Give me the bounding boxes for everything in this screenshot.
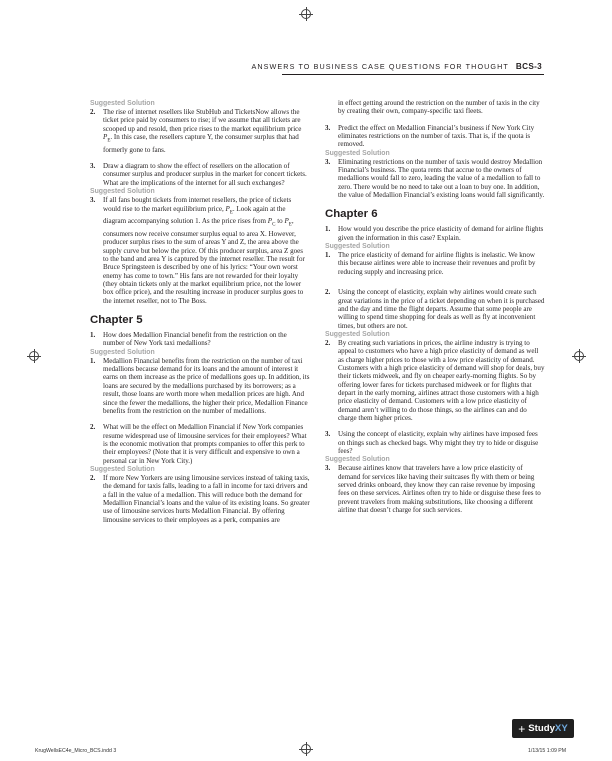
numbered-item xyxy=(90,162,310,187)
suggested-solution-label: Suggested Solution xyxy=(325,330,390,338)
numbered-item xyxy=(325,158,545,200)
suggested-solution-label: Suggested Solution xyxy=(90,348,155,356)
item-number: 3. xyxy=(325,430,331,439)
item-text: If all fans bought tickets from internet resellers, the price of tickets would rise to the market equilibrium price, $P_E$. Look again at the diagram accompanying solution 1. As the price rises from $P_C$ to $P_E$, consumers now receive consumer surplus equal to area X. However, producer surplus rises to the sum of areas Y and Z, the area above the supply curve but below the price. Of this producer surplus, area Z goes to the band and area Y is captured by the internet reseller. The result for Bruce Springsteen is described by one of his lyrics: “Your own worst enemy has come to town.” His fans are not rewarded for their loyalty (they obtain tickets only at the market equilibrium price, not the lower box office price), and the resulting increase in producer surplus goes to the internet reseller, not to The Boss. xyxy=(103,196,305,305)
item-number: 3. xyxy=(90,162,96,171)
footer-file: KrugWellsEC4e_Micro_BCS.indd 3 xyxy=(35,748,117,754)
item-number: 3. xyxy=(90,196,96,205)
item-number: 1. xyxy=(325,225,331,234)
continued-paragraph: in effect getting around the restriction on the number of taxis in the city by creating their own, company-specific taxi fleets. xyxy=(338,99,540,116)
suggested-solution-label: Suggested Solution xyxy=(325,149,390,157)
registration-mark-bottom xyxy=(301,744,311,754)
numbered-item xyxy=(325,124,545,149)
spacer xyxy=(90,154,310,162)
numbered-item xyxy=(325,430,545,455)
chapter-heading: Chapter 5 xyxy=(90,314,143,327)
suggested-solution-label: Suggested Solution xyxy=(90,100,155,107)
item-number: 3. xyxy=(325,464,331,473)
suggested-solution-label: Suggested Solution xyxy=(90,465,155,473)
studyxy-logo xyxy=(512,719,574,738)
item-text: Using the concept of elasticity, explain why airlines have imposed fees on things such as checked bags. Why might they try to hide or disguise fees? xyxy=(338,430,539,455)
numbered-item xyxy=(90,474,310,524)
item-text: Because airlines know that travelers have a low price elasticity of demand for services like having their suitcases fly with them or being served drinks onboard, they know they can raise revenue by imposing fees on these services. Airlines often try to hide or disguise these fees to prevent travelers from making substitutions, like choosing a different airline that doesn’t charge for such services. xyxy=(338,464,541,515)
item-number: 1. xyxy=(90,331,96,340)
numbered-item xyxy=(325,339,545,422)
item-text: The price elasticity of demand for airline flights is inelastic. We know this because airlines were able to increase their revenues and profit by reducing supply and increasing price. xyxy=(338,251,536,276)
numbered-item xyxy=(325,251,545,276)
chapter-heading: Chapter 6 xyxy=(325,208,378,221)
numbered-item xyxy=(90,423,310,465)
item-number: 1. xyxy=(325,251,331,260)
item-text: By creating such variations in prices, the airline industry is trying to appeal to customers who have a high price elasticity of demand as well as charge higher prices to those with a low price elasticity of demand. Customers with a high price elasticity of demand will shop for deals, buy their tickets midweek, and fly on cheaper early-morning flights. So by offering lower fares for tickets purchased midweek or for flights that depart in the early morning, airlines attract those customers with a high price elasticity of demand. Customers with a low price elasticity of demand aren’t willing to do those things, so the airlines can and do charge them higher prices. xyxy=(338,338,545,422)
page-number: BCS-3 xyxy=(515,62,542,71)
spacer xyxy=(325,116,545,124)
item-text: What will be the effect on Medallion Financial if New York companies resume widespread use of limousine services for their employees? What is the economic motivation that prompts companies to offer this perk to their employees? (Note that it is very difficult and expensive to own a personal car in New York City.) xyxy=(103,423,307,465)
item-text: How would you describe the price elasticity of demand for airline flights given the information in this case? Explain. xyxy=(338,225,544,242)
spacer xyxy=(325,422,545,430)
logo-name: Study xyxy=(528,723,555,734)
numbered-item xyxy=(90,108,310,154)
right-column xyxy=(325,99,545,514)
numbered-item xyxy=(325,225,545,242)
numbered-item xyxy=(325,288,545,330)
item-number: 1. xyxy=(90,356,96,365)
item-number: 3. xyxy=(325,157,331,166)
suggested-solution-label: Suggested Solution xyxy=(325,456,390,464)
item-number: 2. xyxy=(90,423,96,432)
header-rule xyxy=(282,74,544,75)
registration-mark-top xyxy=(301,9,311,19)
item-text: If more New Yorkers are using limousine services instead of taking taxis, the demand for taxis falls, leading to a fall in income for taxi drivers and a fall in the value of a medallion. This will reduce both the demand for Medallion Financial’s loans and the value of its existing loans. So greater use of limousine services hurts Medallion Financial. By offering limousine services to their employees as a perk, companies are xyxy=(103,473,310,524)
footer-date: 1/13/15 1:09 PM xyxy=(528,748,567,754)
item-text: Medallion Financial benefits from the restriction on the number of taxi medallions because demand for its loans and the amount of interest it earns on them increase as the price of medallions goes up. In addition, its loans are secured by the medallions purchased by its borrowers; as a result, those loans are worth more when medallion prices are high. And since the fewer the medallions, the higher their price, Medallion Finance benefits from the restriction on the number of medallions. xyxy=(103,356,310,415)
plus-icon: + xyxy=(518,721,526,736)
item-number: 2. xyxy=(325,288,331,297)
item-text: Using the concept of elasticity, explain why airlines would create such great variations in the price of a ticket depending on when it is purchased and the day and time the flight departs. Assume that some people are willing to spend time shopping for deals as well as fly at inconvenient times, but others are not. xyxy=(338,288,545,330)
item-text: Eliminating restrictions on the number of taxis would destroy Medallion Financial’s business. The quota rents that accrue to the owners of medallions would fall to zero, leading the value of a medallion to fall to zero. There would be no need to take out a loan to buy one. In addition, the value of Medallion Financial’s existing loans would fall significantly. xyxy=(338,157,545,200)
item-number: 3. xyxy=(325,123,331,132)
numbered-item xyxy=(90,196,310,305)
spacer xyxy=(90,415,310,423)
suggested-solution-label: Suggested Solution xyxy=(90,188,155,196)
item-text: Predict the effect on Medallion Financial’s business if New York City eliminates restrictions on the number of taxis. That is, if the quota is removed. xyxy=(338,123,535,149)
item-number: 2. xyxy=(325,338,331,347)
numbered-item xyxy=(90,331,310,348)
item-number: 2. xyxy=(90,473,96,482)
running-header xyxy=(0,62,542,71)
logo-accent: XY xyxy=(554,723,568,734)
item-text: How does Medallion Financial benefit from the restriction on the number of New York taxi medallions? xyxy=(103,331,287,348)
registration-mark-left xyxy=(29,351,39,361)
numbered-item xyxy=(90,357,310,415)
header-title: ANSWERS TO BUSINESS CASE QUESTIONS FOR THOUGHT xyxy=(251,62,509,71)
item-text: Draw a diagram to show the effect of resellers on the allocation of consumer surplus and producer surplus in the market for concert tickets. What are the implications of the internet for all such exchanges? xyxy=(103,162,307,187)
item-number: 2. xyxy=(90,108,96,116)
numbered-item xyxy=(325,464,545,514)
item-text: The rise of internet resellers like StubHub and TicketsNow allows the ticket price paid by consumers to rise; if we assume that all tickets are scooped up and resold, then price rises to the market equilibrium price $P_E$. In this case, the resellers capture Y, the consumer surplus that had formerly gone to fans. xyxy=(103,108,302,154)
suggested-solution-label: Suggested Solution xyxy=(325,243,390,251)
left-column xyxy=(90,99,310,524)
spacer xyxy=(325,276,545,288)
registration-mark-right xyxy=(574,351,584,361)
